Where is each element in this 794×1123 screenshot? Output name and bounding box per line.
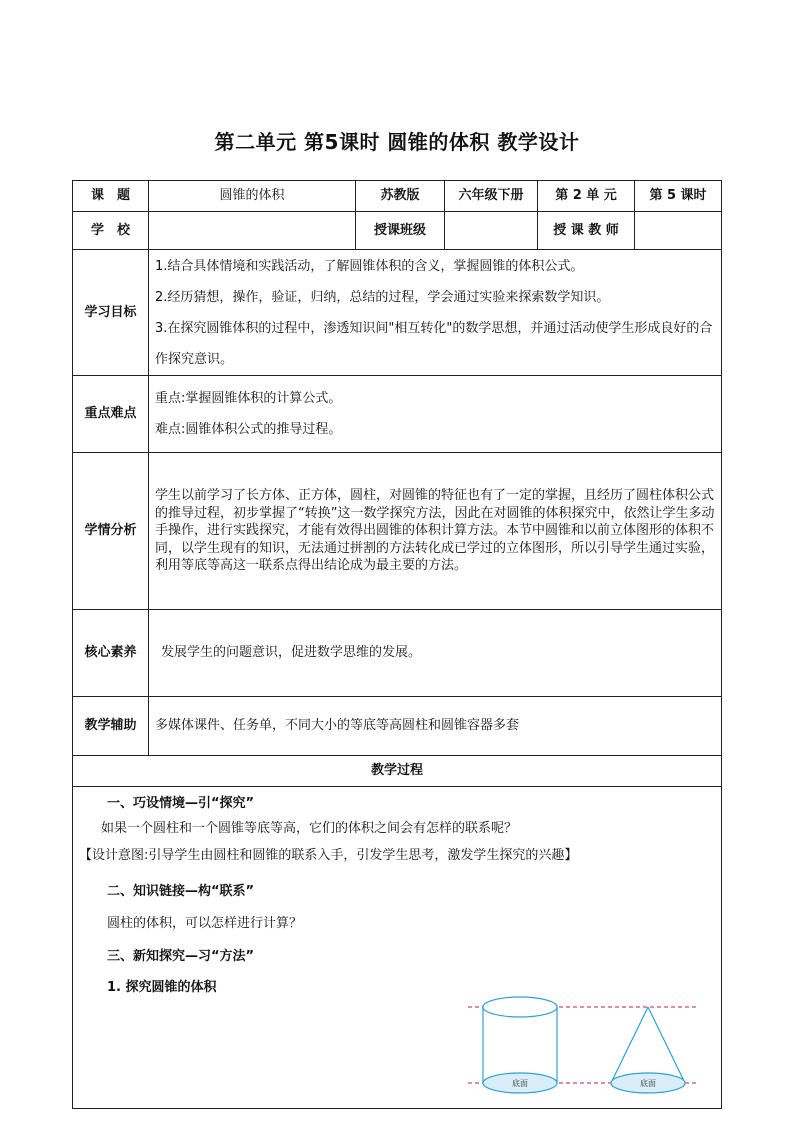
section-2-text: 圆柱的体积，可以怎样进行计算？ [107, 916, 303, 931]
class-label: 授课班级 [356, 212, 445, 250]
publisher: 苏教版 [356, 181, 445, 212]
key-points-content [149, 376, 722, 453]
process-heading-row [73, 756, 722, 787]
literacy-row [73, 610, 722, 697]
cylinder-top-ellipse [483, 997, 557, 1017]
process-heading: 教学过程 [73, 756, 722, 787]
analysis-text: 学生以前学习了长方体、正方体，圆柱，对圆锥的特征也有了一定的掌握，且经历了圆柱体积公式的推导过程，初步掌握了“转换”这一数学探究方法，因此在对圆锥的体积探究中，依然让学生多动手操作，进行实践探究，才能有效得出圆锥的体积计算方法。本节中圆锥和以前立体图形的体积不同，以学生现有的知识，无法通过拼割的方法转化成已学过的立体图形，所以引导学生通过实验，利用等底等高这一联系点得出结论成为最主要的方法。 [149, 453, 722, 610]
objectives-row [73, 250, 722, 376]
section-1-design: 【设计意图:引导学生由圆柱和圆锥的联系入手，引发学生思考，激发学生探究的兴趣】 [79, 848, 578, 863]
topic-value: 圆锥的体积 [149, 181, 356, 212]
section-1-text: 如果一个圆柱和一个圆锥等底等高，它们的体积之间会有怎样的联系呢？ [101, 821, 518, 836]
unit: 第 2 单 元 [538, 181, 635, 212]
literacy-label: 核心素养 [73, 610, 149, 697]
key-points-row [73, 376, 722, 453]
teacher-value[interactable] [635, 212, 722, 250]
aids-text: 多媒体课件、任务单，不同大小的等底等高圆柱和圆锥容器多套 [149, 697, 722, 756]
topic-label: 课 题 [73, 181, 149, 212]
aids-row [73, 697, 722, 756]
cone-left-edge [611, 1007, 648, 1083]
process-row [73, 787, 722, 1109]
analysis-label: 学情分析 [73, 453, 149, 610]
lesson: 第 5 课时 [635, 181, 722, 212]
key-points-label: 重点难点 [73, 376, 149, 453]
header-row-1 [73, 181, 722, 212]
cylinder-cone-figure [468, 987, 708, 1101]
cone-right-edge [648, 1007, 685, 1083]
analysis-row [73, 453, 722, 610]
key-point: 重点:掌握圆锥体积的计算公式。 [155, 391, 342, 406]
objective-item: 2.经历猜想，操作，验证，归纳，总结的过程，学会通过实验来探索数学知识。 [155, 289, 610, 305]
school-label: 学 校 [73, 212, 149, 250]
lesson-plan-table [72, 180, 722, 1109]
objectives-content [149, 250, 722, 376]
teacher-label: 授 课 教 师 [538, 212, 635, 250]
cylinder-base-label: 底面 [512, 1079, 528, 1088]
difficulty-point: 难点:圆锥体积公式的推导过程。 [155, 422, 342, 437]
objectives-label: 学习目标 [73, 250, 149, 376]
aids-label: 教学辅助 [73, 697, 149, 756]
section-2-title: 二、知识链接—构“联系” [107, 884, 255, 899]
section-3-sub: 1. 探究圆锥的体积 [107, 980, 217, 995]
objective-item: 3.在探究圆锥体积的过程中，渗透知识间"相互转化"的数学思想，并通过活动使学生形成良好的合作探究意识。 [155, 320, 713, 367]
grade: 六年级下册 [445, 181, 538, 212]
section-1-title: 一、巧设情境—引“探究” [107, 796, 255, 811]
school-value[interactable] [149, 212, 356, 250]
literacy-text: 发展学生的问题意识，促进数学思维的发展。 [149, 610, 722, 697]
section-3-title: 三、新知探究—习“方法” [107, 949, 255, 964]
objective-item: 1.结合具体情境和实践活动，了解圆锥体积的含义，掌握圆锥的体积公式。 [155, 258, 584, 274]
process-content [73, 787, 722, 1109]
page-title: 第二单元 第5课时 圆锥的体积 教学设计 [214, 130, 580, 154]
header-row-2 [73, 212, 722, 250]
class-value[interactable] [445, 212, 538, 250]
cone-base-label: 底面 [640, 1079, 656, 1088]
